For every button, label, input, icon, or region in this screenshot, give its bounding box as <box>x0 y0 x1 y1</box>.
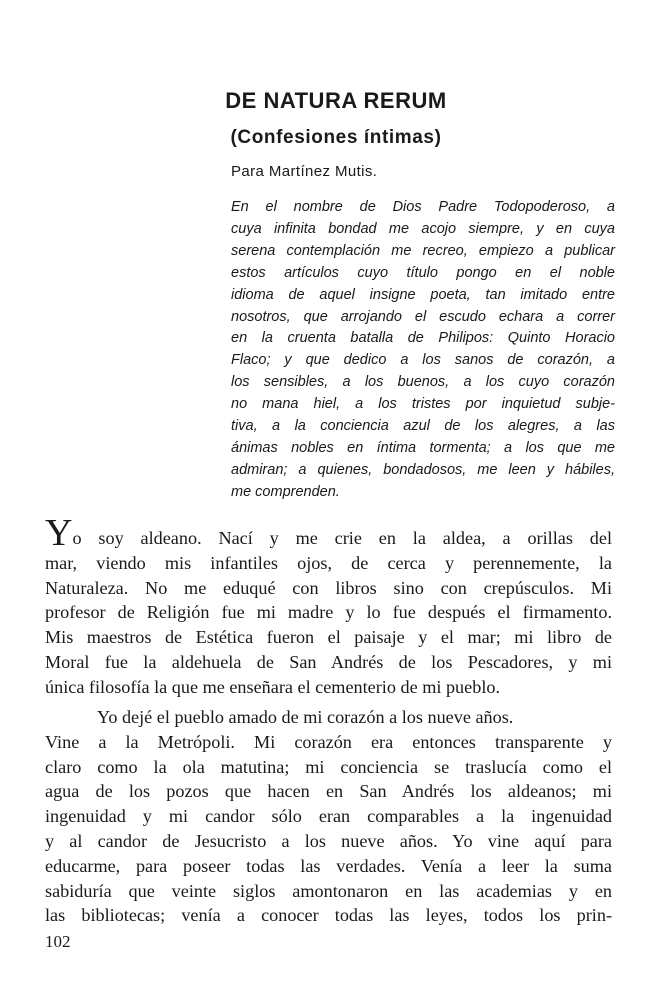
paragraph-line: profesor de Religión fue mi madre y lo fue después el firmamento. <box>45 602 612 623</box>
epigraph-line: nosotros, que arrojando el escudo echara a correr <box>231 308 615 325</box>
paragraph-line: Mis maestros de Estética fueron el paisaje y el mar; mi libro de <box>45 627 612 648</box>
paragraph-line: claro como la ola matutina; mi conciencia se traslucía como el <box>45 756 612 777</box>
article-title: DE NATURA RERUM <box>225 88 447 113</box>
epigraph-line: serena contemplación me recreo, empiezo a publicar <box>231 242 615 259</box>
paragraph-line: mar, viendo mis infantiles ojos, de cerca y perennemente, la <box>45 552 612 573</box>
paragraph-1 <box>45 512 612 700</box>
epigraph-line: Flaco; y que dedico a los sanos de corazón, a <box>231 352 615 369</box>
paragraph-line: ingenuidad y mi candor sólo eran comparables a la ingenuidad <box>45 806 612 827</box>
dedication-line: Para Martínez Mutis. <box>231 163 378 180</box>
paragraph-line <box>45 705 612 730</box>
paragraph-first-line-text: o soy aldeano. Nací y me crie en la aldea, a orillas del <box>72 528 612 548</box>
paragraph-line: Moral fue la aldehuela de San Andrés de los Pescadores, y mi <box>45 651 612 672</box>
paragraph-line: Naturaleza. No me eduqué con libros sino con crepúsculos. Mi <box>45 577 612 598</box>
page-number: 102 <box>45 932 71 951</box>
paragraph-line: agua de los pozos que hacen en San Andrés los aldeanos; mi <box>45 781 612 802</box>
epigraph-line: cuya infinita bondad me acojo siempre, y en cuya <box>231 220 615 237</box>
paragraph-line: Vine a la Metrópoli. Mi corazón era entonces transparente y <box>45 731 612 752</box>
epigraph <box>231 197 615 504</box>
paragraph-line: sabiduría que veinte siglos amontonaron en las academias y en <box>45 880 612 901</box>
epigraph-line: En el nombre de Dios Padre Todopoderoso, a <box>231 199 615 215</box>
paragraph-line: única filosofía la que me enseñara el cementerio de mi pueblo. <box>45 676 501 697</box>
article-subtitle: (Confesiones íntimas) <box>230 127 442 148</box>
paragraph-line <box>45 512 612 554</box>
epigraph-line: admiran; a quienes, bondadosos, me leen y hábiles, <box>231 461 615 478</box>
epigraph-line: en la cruenta batalla de Philipos: Quinto Horacio <box>231 330 615 347</box>
epigraph-line: estos artículos cuyo título pongo en el noble <box>231 264 615 281</box>
epigraph-line: los sensibles, a los buenos, a los cuyo corazón <box>231 374 615 391</box>
epigraph-line: me comprenden. <box>231 483 340 500</box>
paragraph-line: educarme, para poseer todas las verdades. Venía a leer la suma <box>45 855 612 876</box>
epigraph-line: no mana hiel, a los tristes por inquietud subje- <box>231 396 615 413</box>
paragraph-line: y al candor de Jesucristo a los nueve años. Yo vine aquí para <box>45 830 612 851</box>
paragraph-first-line-text: Yo dejé el pueblo amado de mi corazón a los nueve años. <box>97 707 514 727</box>
epigraph-line: tiva, a la conciencia azul de los alegres, a las <box>231 418 615 435</box>
drop-cap: Y <box>45 512 73 554</box>
paragraph-line: las bibliotecas; venía a conocer todas las leyes, todos los prin- <box>45 905 612 926</box>
epigraph-line: ánimas nobles en íntima tormenta; a los que me <box>231 439 615 456</box>
epigraph-line: idioma de aquel insigne poeta, tan imitado entre <box>231 286 615 303</box>
paragraph-2 <box>45 705 612 928</box>
